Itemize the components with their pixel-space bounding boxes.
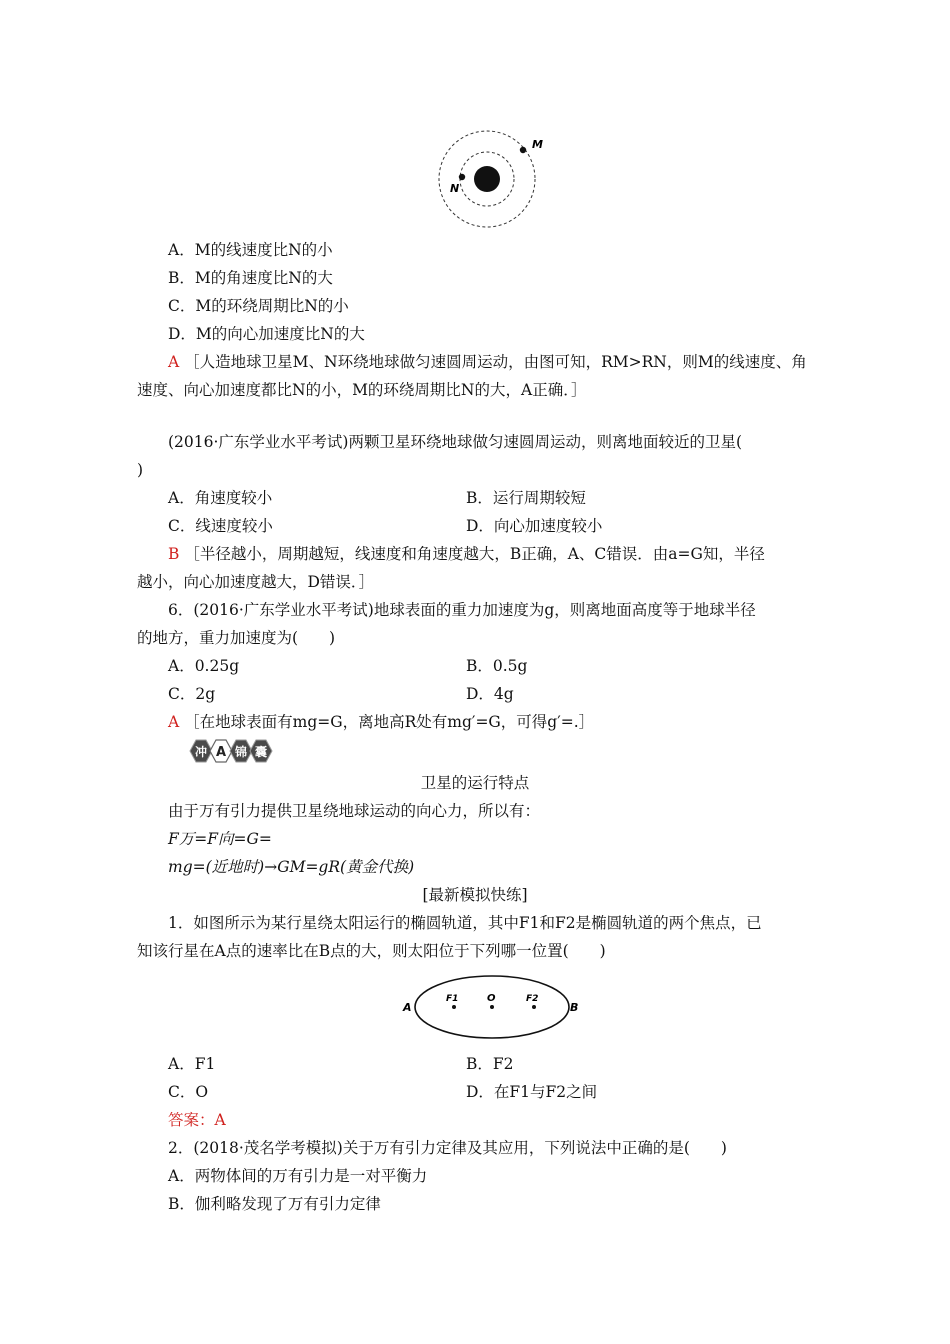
- badge-char-4: 囊: [254, 745, 268, 759]
- point-f1: [452, 1005, 456, 1009]
- tips-line-1: 由于万有引力提供卫星绕地球运动的向心力，所以有：: [168, 802, 541, 820]
- practice-q1-option-d: D．在F1与F2之间: [466, 1083, 598, 1101]
- practice-q2-option-b: B．伽利略发现了万有引力定律: [168, 1195, 381, 1213]
- label-m: M: [532, 138, 543, 151]
- orbit-diagram: [430, 130, 555, 230]
- badge-hex-4: [250, 740, 272, 762]
- label-a: A: [403, 1001, 412, 1014]
- tips-line-3: mg=(近地时)→GM=gR(黄金代换): [168, 858, 415, 876]
- q5-option-b: B．运行周期较短: [466, 489, 586, 507]
- practice-q2-option-a: A．两物体间的万有引力是一对平衡力: [168, 1167, 428, 1185]
- q6-option-a: A．0.25g: [168, 657, 240, 675]
- explanation-text: ［半径越小，周期越短，线速度和角速度越大，B正确，A、C错误．由a=G知，半径: [184, 545, 765, 563]
- practice-q1-stem-line-1: 1．如图所示为某行星绕太阳运行的椭圆轨道，其中F1和F2是椭圆轨道的两个焦点，已: [168, 914, 762, 932]
- answer-letter: A: [168, 353, 180, 371]
- satellite-m: [520, 147, 526, 153]
- answer-letter: B: [168, 545, 180, 563]
- practice-q1-option-a: A．F1: [168, 1055, 216, 1073]
- badge-hex-3: [230, 740, 252, 762]
- q5-option-c: C．线速度较小: [168, 517, 273, 535]
- q-orbit-option-b: B．M的角速度比N的大: [168, 269, 333, 287]
- badge-char-2: A: [215, 745, 227, 760]
- q-orbit-explanation-line-1: [168, 352, 807, 372]
- practice-heading: [最新模拟快练]: [422, 886, 528, 904]
- label-o: O: [487, 993, 496, 1004]
- q5-stem-line-2: ): [137, 461, 144, 479]
- tips-badge: [186, 738, 274, 764]
- q-orbit-explanation-line-2: 速度、向心加速度都比N的小，M的环绕周期比N的大，A正确．］: [137, 381, 587, 399]
- practice-q2-stem: 2．(2018·茂名学考模拟)关于万有引力定律及其应用，下列说法中正确的是( ): [168, 1139, 727, 1157]
- badge-char-1: 冲: [194, 745, 208, 759]
- q5-explanation-line-1: [168, 544, 765, 564]
- label-n: N: [450, 182, 460, 195]
- explanation-text: ［人造地球卫星M、N环绕地球做匀速圆周运动，由图可知，RM>RN，则M的线速度、角: [184, 353, 807, 371]
- label-b: B: [570, 1001, 579, 1014]
- q6-stem-line-2: 的地方，重力加速度为( ): [137, 629, 336, 647]
- q-orbit-option-a: A．M的线速度比N的小: [168, 241, 333, 259]
- label-f2: F2: [526, 994, 539, 1004]
- q6-stem-line-1: 6．(2016·广东学业水平考试)地球表面的重力加速度为g，则离地面高度等于地球半径: [168, 601, 756, 619]
- point-o: [490, 1005, 494, 1009]
- q6-option-d: D．4g: [466, 685, 514, 703]
- badge-char-3: 锦: [234, 745, 248, 759]
- q-orbit-option-c: C．M的环绕周期比N的小: [168, 297, 349, 315]
- q6-option-b: B．0.5g: [466, 657, 528, 675]
- tips-title: 卫星的运行特点: [420, 774, 530, 792]
- practice-q1-answer: 答案：A: [168, 1111, 226, 1129]
- practice-q1-option-b: B．F2: [466, 1055, 514, 1073]
- explanation-text: ［在地球表面有mg=G，离地高R处有mg′=G，可得g′=.］: [184, 713, 595, 731]
- q6-explanation: [168, 712, 594, 732]
- tips-line-2: F万=F向=G=: [168, 830, 272, 848]
- point-f2: [532, 1005, 536, 1009]
- ellipse-orbit-diagram: [398, 975, 588, 1047]
- practice-q1-stem-line-2: 知该行星在A点的速率比在B点的大，则太阳位于下列哪一位置( ): [137, 942, 606, 960]
- answer-letter: A: [168, 713, 180, 731]
- practice-q1-option-c: C．O: [168, 1083, 209, 1101]
- badge-hex-1: [190, 740, 212, 762]
- q5-option-a: A．角速度较小: [168, 489, 273, 507]
- q5-stem-line-1: (2016·广东学业水平考试)两颗卫星环绕地球做匀速圆周运动，则离地面较近的卫星(: [168, 433, 743, 451]
- label-f1: F1: [446, 994, 459, 1004]
- satellite-n: [459, 174, 465, 180]
- badge-hex-2: [210, 740, 232, 762]
- q-orbit-option-d: D．M的向心加速度比N的大: [168, 325, 365, 343]
- earth: [474, 166, 500, 192]
- q6-option-c: C．2g: [168, 685, 216, 703]
- q5-option-d: D．向心加速度较小: [466, 517, 603, 535]
- q5-explanation-line-2: 越小，向心加速度越大，D错误．］: [137, 573, 375, 591]
